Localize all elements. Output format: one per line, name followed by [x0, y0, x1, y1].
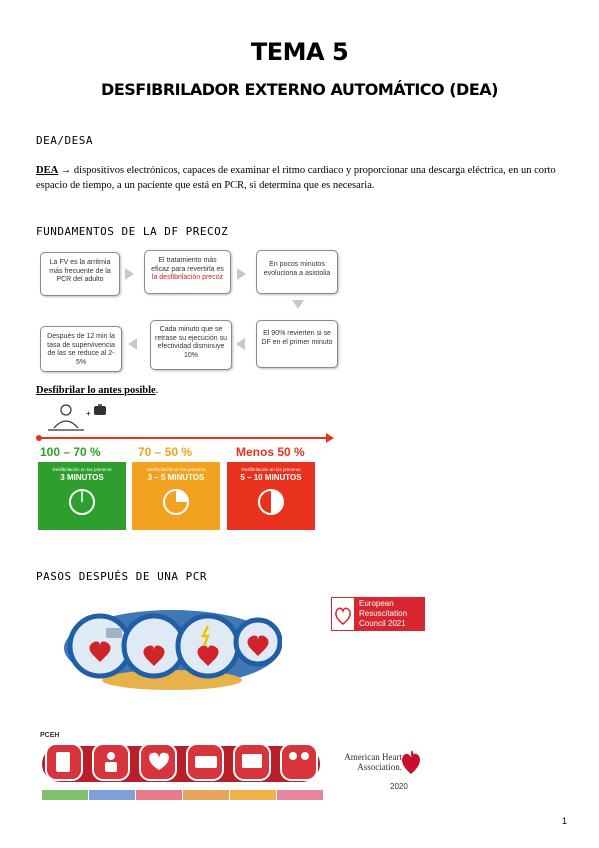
timeline-start-dot — [36, 435, 42, 441]
chain-of-survival-erc-image — [62, 598, 282, 694]
erc-logo-line2: Resuscitation — [359, 609, 408, 618]
dea-definition-text: dispositivos electrónicos, capaces de examinar el ritmo cardiaco y proporcionar una descarga eléctrica, en un corto espacio de tiempo, a un paciente que está en PCR, si determina que es necesaria. — [36, 165, 556, 191]
card-3-minutos — [38, 462, 126, 530]
desfibrilar-note-period: . — [155, 385, 159, 396]
flow-arrow-right-1 — [125, 268, 134, 280]
desfibrilar-note-text: Desfibrilar lo antes posible — [36, 385, 156, 396]
card-title: 3 MINUTOS — [60, 473, 104, 482]
flow-box-4: El 90% revierten si se DF en el primer minuto — [256, 320, 338, 368]
aha-logo-line2: Association. — [357, 762, 402, 772]
section-heading-dea: DEA/DESA — [36, 134, 93, 147]
erc-logo-line1: European — [359, 599, 394, 608]
card-5-10-minutos — [227, 462, 315, 530]
flow-box-6: Después de 12 min la tasa de supervivencia de las se reduce al 2-5% — [40, 326, 122, 372]
page-number: 1 — [561, 816, 567, 826]
erc-heart-icon — [331, 597, 355, 631]
card-3-5-minutos — [132, 462, 220, 530]
timer-half-icon — [227, 482, 315, 520]
rescuer-defibrillator-icon — [44, 402, 114, 434]
flow-box-1: La FV es la arritmia más frecuente de la PCR del adulto — [40, 252, 120, 296]
page-title: TEMA 5 — [250, 38, 349, 66]
card-label: Desfibrilación en los primeros — [52, 467, 112, 472]
dea-term: DEA — [36, 165, 59, 176]
flow-arrow-right-2 — [237, 268, 246, 280]
svg-text:+: + — [86, 409, 91, 418]
section-heading-pasos: PASOS DESPUÉS DE UNA PCR — [36, 570, 207, 583]
flow-box-3: En pocos minutos evoluciona a asistolia — [256, 250, 338, 294]
erc-logo-line3: Council 2021 — [359, 619, 406, 628]
flow-arrow-left-2 — [128, 338, 137, 350]
flow-box-2-highlight: la desfibrilación precoz — [151, 274, 224, 281]
arrow-symbol: → — [60, 165, 72, 176]
dea-definition — [36, 163, 566, 193]
percentage-2: 70 – 50 % — [138, 445, 193, 459]
card-label: Desfibrilación en los primeros — [241, 467, 301, 472]
chain-of-survival-aha-image — [40, 740, 326, 804]
aha-logo — [340, 752, 402, 772]
flow-arrow-down — [292, 300, 304, 309]
section-heading-fundamentos: FUNDAMENTOS DE LA DF PRECOZ — [36, 225, 229, 238]
flow-box-2-text: El tratamiento más eficaz para revertirla es — [151, 257, 224, 273]
percentage-3: Menos 50 % — [236, 445, 305, 459]
timer-quarter-icon — [132, 482, 220, 520]
desfibrilar-note — [36, 383, 158, 398]
aha-year: 2020 — [390, 782, 408, 791]
percentage-1: 100 – 70 % — [40, 445, 101, 459]
timeline-line — [38, 437, 328, 439]
flow-box-5: Cada minuto que se retrase su ejecución su efectividad disminuye 10% — [150, 320, 232, 370]
pceh-label: PCEH — [40, 732, 60, 739]
timer-full-icon — [38, 482, 126, 520]
flow-arrow-left-1 — [236, 338, 245, 350]
page-subtitle: DESFIBRILADOR EXTERNO AUTOMÁTICO (DEA) — [101, 80, 498, 99]
aha-logo-line1: American Heart — [344, 752, 402, 762]
flow-box-2 — [144, 250, 231, 294]
erc-logo — [331, 597, 425, 631]
card-title: 3 – 5 MINUTOS — [147, 473, 205, 482]
aha-heart-torch-icon — [400, 746, 422, 776]
timeline-arrow-icon — [326, 433, 334, 443]
card-title: 5 – 10 MINUTOS — [240, 473, 302, 482]
card-label: Desfibrilación en los primeros — [146, 467, 206, 472]
